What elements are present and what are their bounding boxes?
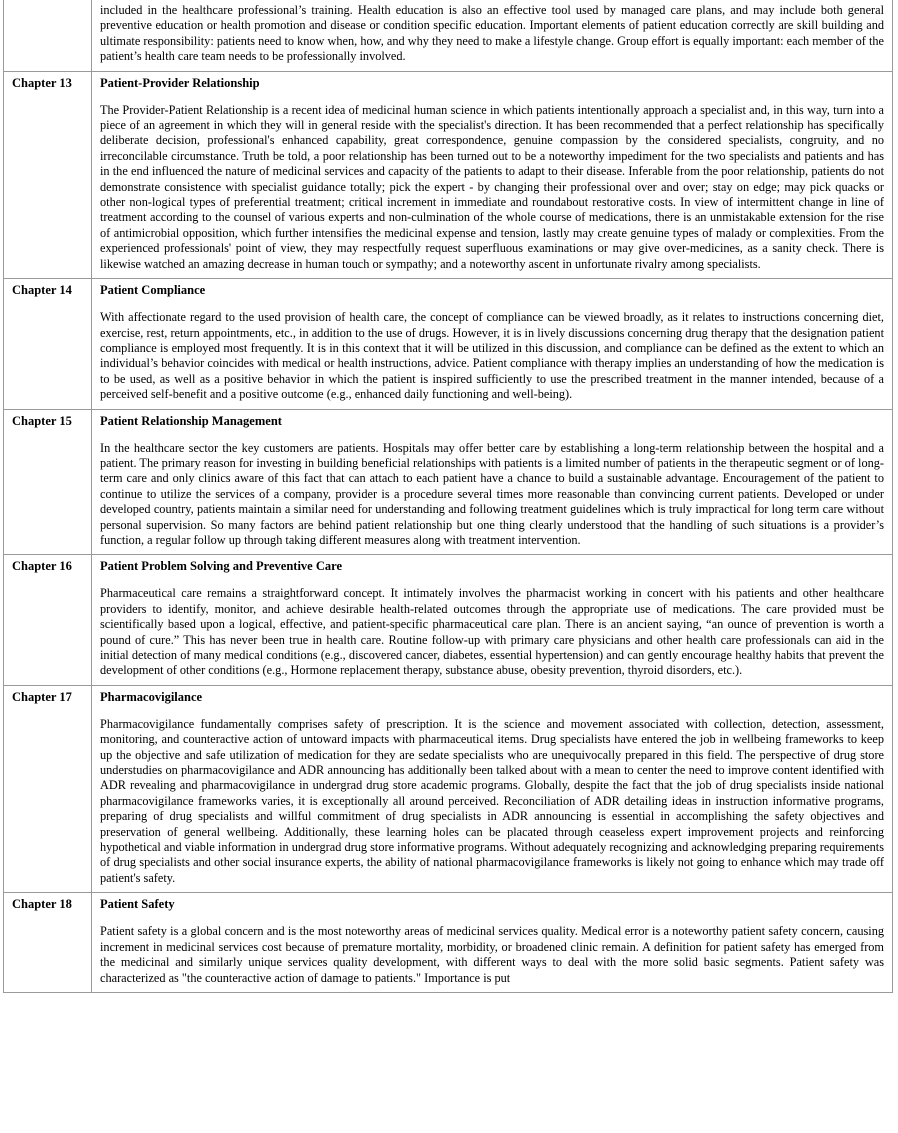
chapter-title: Patient Problem Solving and Preventive Care xyxy=(100,559,342,574)
chapter-table xyxy=(3,0,893,993)
chapter-row-16 xyxy=(4,555,893,685)
chapter-label: Chapter 16 xyxy=(4,555,92,685)
chapter-body xyxy=(92,409,893,555)
chapter-label: Chapter 13 xyxy=(4,71,92,278)
chapter-body xyxy=(92,0,893,71)
chapter-label xyxy=(4,0,92,71)
chapter-title: Patient Relationship Management xyxy=(100,413,282,428)
chapter-label: Chapter 15 xyxy=(4,409,92,555)
chapter-text: In the healthcare sector the key customers are patients. Hospitals may offer better care by establishing a long-term relationship between the hospital and a patient. The primary reason for investing in building beneficial relationships with patients is a limited number of patients in the therapeutic segment or of long-term care and only clinics aware of this fact that can attach to each patient have a chance to build a sustainable advantage. Encouragement of the patient to continue to utilize the services of a company, provider is a procedure several times more reasonable than convincing current patients. Developed or under developed country, patients maintain a similar need for understanding and following treatment guidelines which is truly impractical for long term care without personal supervision. So many factors are behind patient relationship but one thing clearly understood that the handling of such situations is a provider’s function, a regular follow up through taking different measures along with treatment intervention. xyxy=(100,440,884,547)
chapter-label: Chapter 18 xyxy=(4,893,92,993)
chapter-body xyxy=(92,279,893,409)
chapter-label: Chapter 14 xyxy=(4,279,92,409)
chapter-text: included in the healthcare professional’s training. Health education is also an effective tool used by managed care plans, and may include both general preventive education or health promotion and disease or condition specific education. Important elements of patient education correctly are skill building and ultimate responsibility: patients need to know when, how, and why they need to make a lifestyle change. Group effort is equally important: each member of the patient’s health care team needs to be professionally involved. xyxy=(100,3,884,64)
chapter-row-12-continued xyxy=(4,0,893,71)
chapter-row-15 xyxy=(4,409,893,555)
chapter-body xyxy=(92,685,893,892)
chapter-text: With affectionate regard to the used provision of health care, the concept of compliance can be viewed broadly, as it relates to instructions concerning diet, exercise, rest, return appointments, etc., in addition to the use of drugs. However, it is in lively discussions concerning drug therapy that the designation patient compliance is employed most frequently. It is in this context that it will be utilized in this discussion, and compliance can be defined as the extent to which an individual’s behavior coincides with medical or health instructions, advice. Patient compliance with therapy implies an understanding of how the medication is to be used, as well as a positive behavior in which the patient is inspired sufficiently to use the prescribed treatment in the manner intended, because of a perceived self-benefit and a positive outcome (e.g., enhanced daily functioning and well-being). xyxy=(100,310,884,402)
chapter-title: Patient Compliance xyxy=(100,283,206,298)
chapter-body xyxy=(92,555,893,685)
chapter-title: Pharmacovigilance xyxy=(100,689,203,704)
chapter-row-17 xyxy=(4,685,893,892)
chapter-text: Pharmaceutical care remains a straightforward concept. It intimately involves the pharmacist working in concert with his patients and other healthcare providers to identify, monitor, and achieve desirable health-related outcomes through the appropriate use of medications. The care provided must be scientifically based upon a logical, effective, and patient-specific pharmaceutical care plan. There is an ancient saying, “an ounce of prevention is worth a pound of cure.” This has never been true in health care. Routine follow-up with primary care physicians and other health care professionals can aid in the initial detection of many medical conditions (e.g., discovered cancer, diabetes, essential hypertension) and can gently encourage healthy habits that prevent the development of other conditions (e.g., Hormone replacement therapy, substance abuse, obesity prevention, thyroid disorders, etc.). xyxy=(100,586,884,678)
chapter-row-18 xyxy=(4,893,893,993)
chapter-text: Pharmacovigilance fundamentally comprises safety of prescription. It is the science and movement associated with collection, detection, assessment, monitoring, and counteractive action of untoward impacts with pharmaceutical items. Drug specialists have entered the job in wellbeing frameworks to keep up the objective and safe utilization of medication for they are sedate specialists who are unequivocally prepared in this field. The perspective of drug store understudies on pharmacovigilance and ADR announcing has additionally been talked about with a mean to center the need to improve content identified with ADR revealing and pharmacovigilance in undergrad drug store academic programs. Globally, despite the fact that the job of drug specialists inside national pharmacovigilance frameworks varies, it is exceptionally all around perceived. Reconciliation of ADR detailing ideas in instruction informative programs, preparing of drug specialists and willful commitment of drug specialists in ADR announcing is essential in accomplishing the safety objectives and preservation of general wellbeing. Additionally, these learning holes can be placated through ceaseless expert improvement projects and reinforcing hypothetical and viable information in undergrad drug store informative programs. Without adequately recognizing and acknowledging preparing requirements of drug specialists and other social insurance experts, the ability of national pharmacovigilance frameworks is likely not going to enhance which may trade off patient's safety. xyxy=(100,716,884,885)
chapter-body xyxy=(92,71,893,278)
chapter-text: Patient safety is a global concern and is the most noteworthy areas of medicinal services quality. Medical error is a noteworthy patient safety concern, causing increment in medicinal services cost because of premature mortality, morbidity, or broadened clinic remain. A definition for patient safety has emerged from the medicinal and similarly unique services quality development, with different ways to deal with the more solid basic segments. Patient safety was characterized as "the counteractive action of damage to patients." Importance is put xyxy=(100,924,884,985)
chapter-row-13 xyxy=(4,71,893,278)
chapter-title: Patient Safety xyxy=(100,897,175,912)
chapter-body xyxy=(92,893,893,993)
chapter-text: The Provider-Patient Relationship is a recent idea of medicinal human science in which patients intentionally approach a specialist and, in this way, turn into a piece of an agreement in which they will in general reside with the specialist's direction. It has been recommended that a perfect relationship has specifically deliberate decision, professional's enhanced capability, great correspondence, genuine compassion by the considered specialists, congruity, and no irreconcilable circumstance. Truth be told, a poor relationship has been turned out to be a noteworthy impediment for the two specialists and patients and has in the end influenced the nature of medicinal services and capacity of the patients to adapt to their disease. Inferable from the poor relationship, patients do not demonstrate consistence with specialist guidance totally; pick the expert - by changing their professional over and over; stay on edge; may pick quacks or other non-logical types of preferential treatment; critical increment in immediate and roundabout restorative costs. In view of intermittent change in line of treatment according to the counsel of various experts and non-culmination of the whole course of medications, there is an unmistakable extension for the rise of antimicrobial opposition, which further intensifies the medicinal expense and tension, lastly may create genuine types of malady or complexities. From the experienced professionals' point of view, they may respectfully request superfluous examinations or may give over-medicines, as a sanity check. There is likewise watched an amazing decrease in human touch or sympathy; and a noteworthy ascent in unfortunate rivalry among specialists. xyxy=(100,102,884,271)
chapter-label: Chapter 17 xyxy=(4,685,92,892)
chapter-row-14 xyxy=(4,279,893,409)
chapter-title: Patient-Provider Relationship xyxy=(100,75,260,90)
